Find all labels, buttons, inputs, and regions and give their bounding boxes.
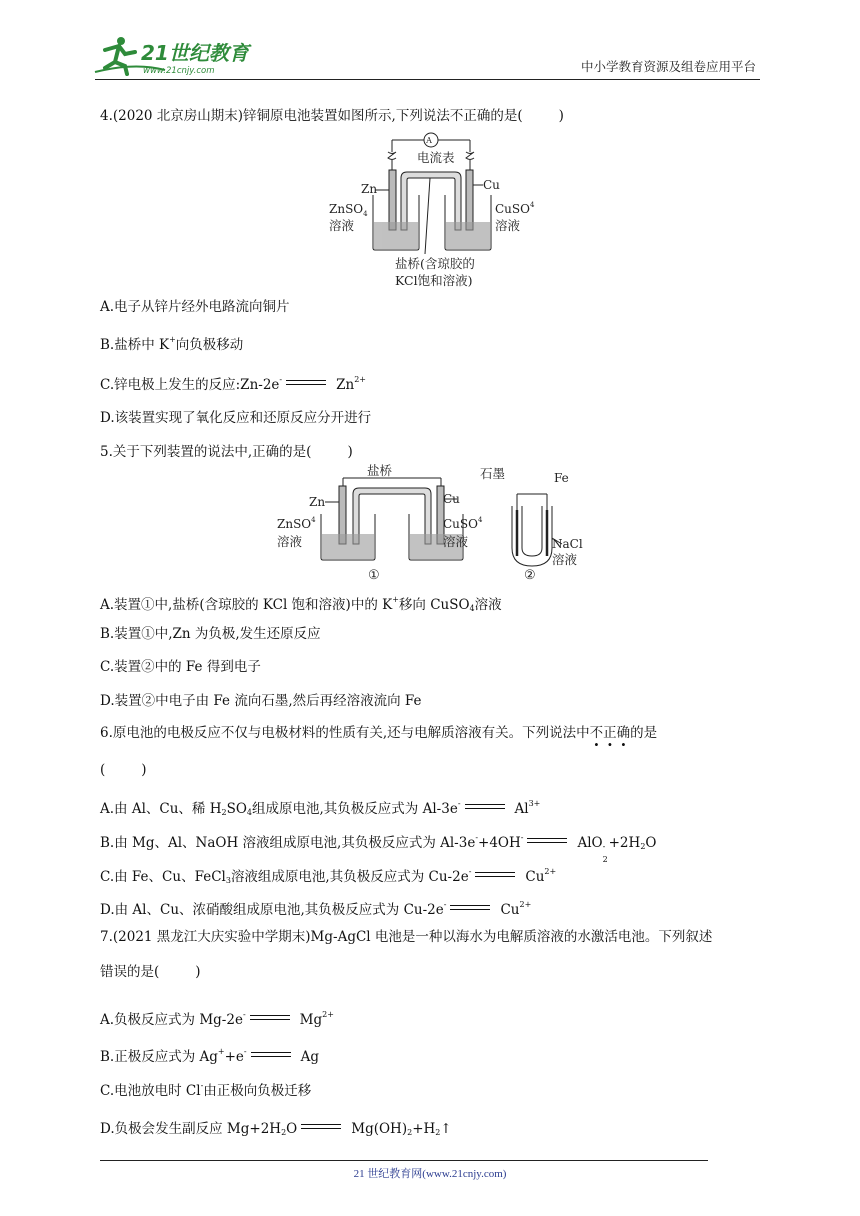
- logo: [95, 32, 255, 76]
- q4-option-b: B.盐桥中 K+向负极移动: [100, 335, 244, 353]
- q5-option-a: A.装置①中,盐桥(含琼胶的 KCl 饱和溶液)中的 K+移向 CuSO$_4$溶液: [100, 595, 502, 613]
- svg-text:ZnSO4: ZnSO$^4$: [277, 516, 316, 531]
- q7-stem-line2: 错误的是( ): [100, 964, 201, 980]
- q6-option-b: B.由 Mg、Al、NaOH 溶液组成原电池,其负极反应式为 Al-3e-+4OH- AlO - 2 $+2H_2O$: [100, 833, 657, 864]
- q7-option-a: A.负极反应式为 Mg-2e- $Mg^{2+}$: [100, 1010, 334, 1028]
- q4-figure: [325, 130, 535, 290]
- q7-option-b: B.正极反应式为 Ag++e- Ag: [100, 1047, 320, 1065]
- svg-text:盐桥(含琼胶的: 盐桥(含琼胶的: [395, 256, 475, 271]
- q6-option-a: A.由 Al、Cu、稀 $H_2SO_4$组成原电池,其负极反应式为 Al-3e- $Al^{3+}$: [100, 799, 541, 817]
- page-header: [95, 30, 760, 80]
- header-title: 中小学教育资源及组卷应用平台: [580, 59, 756, 74]
- svg-text:21世纪教育: 21世纪教育: [141, 41, 249, 65]
- q5-option-b: B.装置①中,Zn 为负极,发生还原反应: [100, 626, 321, 642]
- q6-option-c: C.由 Fe、Cu、FeCl$_3$溶液组成原电池,其负极反应式为 Cu-2e- $Cu^{2+}$: [100, 867, 557, 885]
- svg-text:溶液: 溶液: [495, 218, 521, 233]
- svg-text:溶液: 溶液: [443, 534, 469, 549]
- page-footer: 21 世纪教育网(www.21cnjy.com): [353, 1168, 507, 1180]
- svg-text:盐桥: 盐桥: [367, 463, 393, 478]
- svg-text:Zn: Zn: [361, 182, 378, 196]
- footer-divider: [100, 1160, 708, 1161]
- svg-text:ZnSO4: ZnSO$_4$: [329, 202, 368, 218]
- q6-stem: 6.原电池的电极反应不仅与电极材料的性质有关,还与电解质溶液有关。下列说法中不正确的是: [100, 725, 658, 741]
- svg-text:KCl饱和溶液): KCl饱和溶液): [395, 273, 473, 288]
- q4-option-a: A.电子从锌片经外电路流向铜片: [100, 299, 290, 315]
- q5-option-c: C.装置②中的 Fe 得到电子: [100, 659, 261, 675]
- q7-option-c: C.电池放电时 Cl-由正极向负极迁移: [100, 1081, 312, 1099]
- svg-text:Zn: Zn: [309, 495, 326, 509]
- svg-text:②: ②: [524, 568, 536, 583]
- svg-text:www.21cnjy.com: www.21cnjy.com: [143, 66, 215, 76]
- svg-text:CuSO4: CuSO$^4$: [495, 201, 535, 216]
- svg-text:溶液: 溶液: [329, 218, 355, 233]
- svg-text:NaCl: NaCl: [552, 537, 583, 551]
- svg-text:Cu: Cu: [443, 492, 460, 506]
- q4-option-d: D.该装置实现了氧化反应和还原反应分开进行: [100, 410, 372, 426]
- svg-text:CuSO4: CuSO$^4$: [443, 516, 483, 531]
- q7-option-d: D.负极会发生副反应 $Mg+2H_2O$ $Mg(OH)_2+H_2↑$: [100, 1121, 452, 1137]
- svg-text:溶液: 溶液: [277, 534, 303, 549]
- svg-text:Fe: Fe: [554, 471, 569, 485]
- q4-stem: 4.(2020 北京房山期末)锌铜原电池装置如图所示,下列说法不正确的是( ): [100, 108, 564, 124]
- q5-option-d: D.装置②中电子由 Fe 流向石墨,然后再经溶液流向 Fe: [100, 693, 422, 709]
- svg-text:A: A: [426, 136, 432, 145]
- q6-option-d: D.由 Al、Cu、浓硝酸组成原电池,其负极反应式为 Cu-2e- $Cu^{2+}$: [100, 900, 532, 918]
- svg-text:电流表: 电流表: [417, 150, 455, 165]
- svg-text:溶液: 溶液: [552, 552, 578, 567]
- q4-option-c: C.锌电极上发生的反应:Zn-2e- $Zn^{2+}$: [100, 375, 366, 393]
- svg-text:Cu: Cu: [483, 178, 500, 192]
- q6-paren: ( ): [100, 762, 147, 778]
- q7-stem-line1: 7.(2021 黑龙江大庆实验中学期末)Mg-AgCl 电池是一种以海水为电解质溶液的水激活电池。下列叙述: [100, 929, 713, 945]
- q5-figure: [277, 463, 597, 586]
- svg-text:①: ①: [368, 568, 380, 583]
- q5-stem: 5.关于下列装置的说法中,正确的是( ): [100, 444, 353, 460]
- svg-text:石墨: 石墨: [480, 466, 506, 481]
